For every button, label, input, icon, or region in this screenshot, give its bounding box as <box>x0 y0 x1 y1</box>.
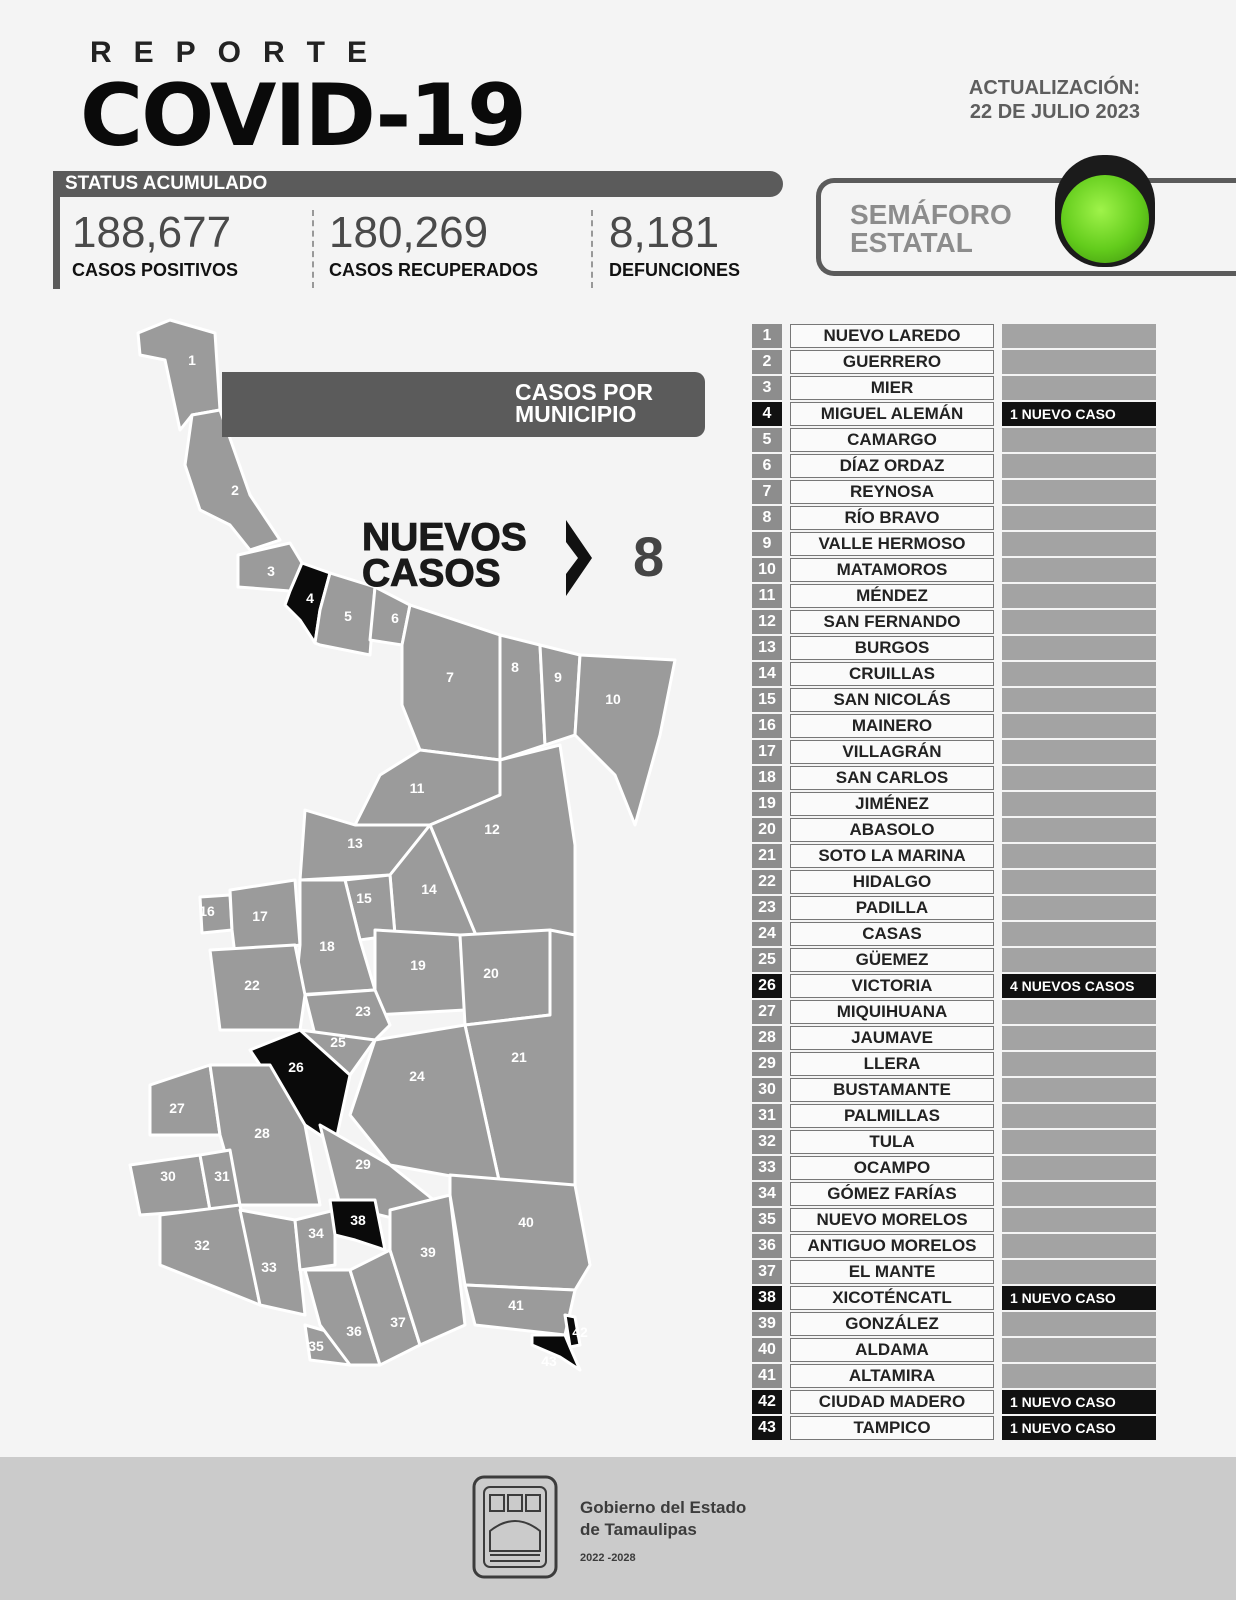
municipality-new-cases: 1 NUEVO CASO <box>1002 402 1156 426</box>
municipality-name: BURGOS <box>790 636 994 660</box>
gov-years: 2022 -2028 <box>580 1552 636 1564</box>
municipality-number: 9 <box>752 532 782 556</box>
municipality-name: CASAS <box>790 922 994 946</box>
stat-deaths <box>609 210 740 281</box>
stat-positives <box>72 210 238 281</box>
municipality-new-cases <box>1002 662 1156 686</box>
semaforo-line1: SEMÁFORO <box>850 199 1012 230</box>
municipality-number: 31 <box>752 1104 782 1128</box>
report-label: REPORTE <box>90 36 390 69</box>
municipality-name: SOTO LA MARINA <box>790 844 994 868</box>
table-row <box>752 376 1157 400</box>
municipality-name: VICTORIA <box>790 974 994 998</box>
municipality-new-cases: 1 NUEVO CASO <box>1002 1416 1156 1440</box>
new-cases-line2: CASOS <box>362 552 501 595</box>
municipality-number: 38 <box>752 1286 782 1310</box>
table-row <box>752 1182 1157 1206</box>
municipality-new-cases <box>1002 610 1156 634</box>
table-row <box>752 766 1157 790</box>
table-row <box>752 1000 1157 1024</box>
map-label-33: 33 <box>261 1259 277 1275</box>
map-label-25: 25 <box>330 1034 346 1050</box>
municipality-name: MIGUEL ALEMÁN <box>790 402 994 426</box>
table-row <box>752 480 1157 504</box>
municipality-new-cases <box>1002 844 1156 868</box>
municipality-new-cases <box>1002 324 1156 348</box>
map-label-41: 41 <box>508 1297 524 1313</box>
table-row <box>752 506 1157 530</box>
map-label-8: 8 <box>511 659 519 675</box>
table-row <box>752 974 1157 998</box>
map-label-30: 30 <box>160 1168 176 1184</box>
map-label-15: 15 <box>356 890 372 906</box>
table-row <box>752 1338 1157 1362</box>
municipality-name: RÍO BRAVO <box>790 506 994 530</box>
table-row <box>752 792 1157 816</box>
update-label: ACTUALIZACIÓN: <box>968 77 1140 99</box>
municipality-new-cases <box>1002 1052 1156 1076</box>
municipality-name: ALTAMIRA <box>790 1364 994 1388</box>
semaforo-line2: ESTATAL <box>850 227 973 258</box>
municipality-number: 30 <box>752 1078 782 1102</box>
map-label-24: 24 <box>409 1068 425 1084</box>
municipality-new-cases <box>1002 1078 1156 1102</box>
table-row <box>752 1364 1157 1388</box>
table-row <box>752 662 1157 686</box>
municipality-number: 19 <box>752 792 782 816</box>
municipality-name: ANTIGUO MORELOS <box>790 1234 994 1258</box>
municipality-name: CRUILLAS <box>790 662 994 686</box>
municipality-new-cases <box>1002 1182 1156 1206</box>
new-cases-label <box>362 516 527 595</box>
municipality-name: NUEVO MORELOS <box>790 1208 994 1232</box>
table-row <box>752 1312 1157 1336</box>
update-date: 22 DE JULIO 2023 <box>969 101 1140 123</box>
map-label-11: 11 <box>409 780 425 796</box>
municipality-number: 34 <box>752 1182 782 1206</box>
municipality-number: 40 <box>752 1338 782 1362</box>
map-label-16: 16 <box>199 903 215 919</box>
map-label-1: 1 <box>188 352 196 368</box>
municipality-new-cases <box>1002 1234 1156 1258</box>
recovered-value: 180,269 <box>329 208 489 257</box>
municipality-new-cases <box>1002 480 1156 504</box>
table-row <box>752 1104 1157 1128</box>
stat-recovered <box>329 210 538 281</box>
municipality-name: MATAMOROS <box>790 558 994 582</box>
table-row <box>752 1234 1157 1258</box>
municipality-new-cases <box>1002 532 1156 556</box>
municipality-new-cases <box>1002 558 1156 582</box>
map-label-34: 34 <box>308 1225 324 1241</box>
municipality-new-cases <box>1002 454 1156 478</box>
municipality-number: 35 <box>752 1208 782 1232</box>
table-row <box>752 1078 1157 1102</box>
municipality-number: 21 <box>752 844 782 868</box>
municipality-number: 2 <box>752 350 782 374</box>
municipality-number: 27 <box>752 1000 782 1024</box>
map-region-30 <box>130 1155 210 1215</box>
municipality-new-cases <box>1002 1260 1156 1284</box>
map-label-9: 9 <box>554 669 562 685</box>
casos-por-municipio-banner <box>222 372 705 437</box>
municipality-new-cases <box>1002 350 1156 374</box>
municipality-number: 26 <box>752 974 782 998</box>
table-row <box>752 688 1157 712</box>
municipality-name: TAMPICO <box>790 1416 994 1440</box>
municipality-new-cases: 1 NUEVO CASO <box>1002 1390 1156 1414</box>
table-row <box>752 402 1157 426</box>
municipality-name: ALDAMA <box>790 1338 994 1362</box>
municipality-number: 17 <box>752 740 782 764</box>
status-title-bar: STATUS ACUMULADO <box>53 171 783 197</box>
municipality-name: SAN NICOLÁS <box>790 688 994 712</box>
table-row <box>752 324 1157 348</box>
municipality-name: CIUDAD MADERO <box>790 1390 994 1414</box>
traffic-light-icon <box>1055 155 1155 267</box>
municipality-name: JAUMAVE <box>790 1026 994 1050</box>
tamaulipas-map <box>120 305 700 1395</box>
table-row <box>752 948 1157 972</box>
recovered-label: CASOS RECUPERADOS <box>329 260 539 280</box>
municipality-number: 7 <box>752 480 782 504</box>
municipality-name: GÜEMEZ <box>790 948 994 972</box>
municipality-name: ABASOLO <box>790 818 994 842</box>
map-label-13: 13 <box>347 835 363 851</box>
municipality-new-cases <box>1002 1338 1156 1362</box>
gov-line1: Gobierno del Estado <box>580 1498 747 1517</box>
stat-separator <box>312 210 314 288</box>
table-row <box>752 870 1157 894</box>
map-label-39: 39 <box>420 1244 436 1260</box>
municipality-number: 24 <box>752 922 782 946</box>
table-row <box>752 428 1157 452</box>
municipality-number: 18 <box>752 766 782 790</box>
municipality-name: CAMARGO <box>790 428 994 452</box>
municipality-new-cases <box>1002 1208 1156 1232</box>
municipality-new-cases: 1 NUEVO CASO <box>1002 1286 1156 1310</box>
map-label-2: 2 <box>231 482 239 498</box>
municipality-name: PADILLA <box>790 896 994 920</box>
municipality-number: 32 <box>752 1130 782 1154</box>
table-row <box>752 350 1157 374</box>
municipality-number: 28 <box>752 1026 782 1050</box>
municipality-number: 20 <box>752 818 782 842</box>
new-cases-total: 8 <box>633 525 665 588</box>
table-row <box>752 818 1157 842</box>
banner-line2: MUNICIPIO <box>514 401 637 427</box>
municipality-number: 3 <box>752 376 782 400</box>
municipality-name: SAN FERNANDO <box>790 610 994 634</box>
municipality-new-cases <box>1002 1156 1156 1180</box>
municipality-new-cases <box>1002 870 1156 894</box>
table-row <box>752 1026 1157 1050</box>
map-label-20: 20 <box>483 965 499 981</box>
map-label-22: 22 <box>244 977 260 993</box>
map-label-18: 18 <box>319 938 335 954</box>
table-row <box>752 714 1157 738</box>
map-region-40 <box>450 1175 590 1290</box>
table-row <box>752 922 1157 946</box>
municipality-number: 41 <box>752 1364 782 1388</box>
municipality-name: OCAMPO <box>790 1156 994 1180</box>
table-row <box>752 1416 1157 1440</box>
municipality-number: 39 <box>752 1312 782 1336</box>
municipality-number: 15 <box>752 688 782 712</box>
map-label-31: 31 <box>214 1168 230 1184</box>
map-label-38: 38 <box>350 1212 366 1228</box>
map-region-27 <box>150 1065 220 1135</box>
municipality-new-cases <box>1002 896 1156 920</box>
map-label-4: 4 <box>306 590 314 606</box>
municipality-number: 42 <box>752 1390 782 1414</box>
table-row <box>752 558 1157 582</box>
municipality-number: 13 <box>752 636 782 660</box>
municipality-number: 33 <box>752 1156 782 1180</box>
municipality-number: 16 <box>752 714 782 738</box>
municipality-name: GÓMEZ FARÍAS <box>790 1182 994 1206</box>
municipality-new-cases <box>1002 740 1156 764</box>
map-label-14: 14 <box>421 881 437 897</box>
new-cases-line1: NUEVOS <box>362 516 527 559</box>
municipality-name: MIER <box>790 376 994 400</box>
table-row <box>752 584 1157 608</box>
map-region-8 <box>500 635 545 760</box>
municipality-number: 43 <box>752 1416 782 1440</box>
map-label-28: 28 <box>254 1125 270 1141</box>
municipality-name: HIDALGO <box>790 870 994 894</box>
deaths-label: DEFUNCIONES <box>609 260 741 280</box>
municipality-name: EL MANTE <box>790 1260 994 1284</box>
municipality-name: JIMÉNEZ <box>790 792 994 816</box>
table-row <box>752 1260 1157 1284</box>
map-label-29: 29 <box>355 1156 371 1172</box>
banner-text <box>515 381 653 425</box>
map-region-10 <box>575 655 675 825</box>
table-row <box>752 532 1157 556</box>
municipality-name: XICOTÉNCATL <box>790 1286 994 1310</box>
municipality-new-cases <box>1002 1026 1156 1050</box>
map-svg <box>120 305 700 1395</box>
municipality-new-cases <box>1002 1130 1156 1154</box>
municipality-number: 25 <box>752 948 782 972</box>
table-row <box>752 1052 1157 1076</box>
municipality-new-cases <box>1002 766 1156 790</box>
municipality-new-cases <box>1002 1312 1156 1336</box>
map-label-10: 10 <box>605 691 621 707</box>
table-row <box>752 1208 1157 1232</box>
map-label-21: 21 <box>511 1049 527 1065</box>
map-label-19: 19 <box>410 957 426 973</box>
positives-label: CASOS POSITIVOS <box>72 260 239 280</box>
municipality-new-cases <box>1002 792 1156 816</box>
municipality-new-cases <box>1002 688 1156 712</box>
banner-line1: CASOS POR <box>514 379 653 405</box>
table-row <box>752 610 1157 634</box>
municipality-number: 10 <box>752 558 782 582</box>
municipality-name: MÉNDEZ <box>790 584 994 608</box>
municipality-new-cases <box>1002 714 1156 738</box>
municipality-new-cases <box>1002 506 1156 530</box>
map-label-17: 17 <box>252 908 268 924</box>
table-row <box>752 1156 1157 1180</box>
map-label-26: 26 <box>288 1059 304 1075</box>
map-label-32: 32 <box>194 1237 210 1253</box>
semaforo-label <box>850 201 1012 257</box>
update-info <box>969 76 1140 124</box>
table-row <box>752 896 1157 920</box>
municipality-number: 6 <box>752 454 782 478</box>
government-logo-text <box>580 1497 746 1569</box>
municipality-new-cases <box>1002 818 1156 842</box>
municipality-new-cases <box>1002 376 1156 400</box>
municipality-number: 4 <box>752 402 782 426</box>
municipality-new-cases: 4 NUEVOS CASOS <box>1002 974 1156 998</box>
map-label-35: 35 <box>308 1338 324 1354</box>
map-label-40: 40 <box>518 1214 534 1230</box>
page-title: COVID-19 <box>80 66 525 166</box>
state-seal-icon <box>470 1471 560 1583</box>
green-light <box>1061 175 1149 263</box>
municipality-number: 12 <box>752 610 782 634</box>
municipality-number: 37 <box>752 1260 782 1284</box>
municipality-new-cases <box>1002 1000 1156 1024</box>
municipality-number: 36 <box>752 1234 782 1258</box>
status-divider <box>53 197 60 289</box>
municipality-name: MIQUIHUANA <box>790 1000 994 1024</box>
municipality-new-cases <box>1002 428 1156 452</box>
municipality-number: 8 <box>752 506 782 530</box>
map-label-36: 36 <box>346 1323 362 1339</box>
gov-line2: de Tamaulipas <box>580 1520 697 1539</box>
municipality-new-cases <box>1002 922 1156 946</box>
municipality-name: DÍAZ ORDAZ <box>790 454 994 478</box>
municipality-name: BUSTAMANTE <box>790 1078 994 1102</box>
municipality-new-cases <box>1002 1364 1156 1388</box>
municipality-name: VILLAGRÁN <box>790 740 994 764</box>
map-label-23: 23 <box>355 1003 371 1019</box>
table-row <box>752 844 1157 868</box>
municipality-number: 11 <box>752 584 782 608</box>
municipality-new-cases <box>1002 1104 1156 1128</box>
map-label-7: 7 <box>446 669 454 685</box>
map-label-12: 12 <box>484 821 500 837</box>
municipality-name: LLERA <box>790 1052 994 1076</box>
map-label-37: 37 <box>390 1314 406 1330</box>
map-label-42: 42 <box>572 1324 588 1340</box>
municipality-name: GONZÁLEZ <box>790 1312 994 1336</box>
table-row <box>752 636 1157 660</box>
municipality-number: 29 <box>752 1052 782 1076</box>
table-row <box>752 1130 1157 1154</box>
table-row <box>752 1286 1157 1310</box>
municipality-new-cases <box>1002 948 1156 972</box>
municipality-new-cases <box>1002 636 1156 660</box>
municipality-name: MAINERO <box>790 714 994 738</box>
map-label-6: 6 <box>391 610 399 626</box>
positives-value: 188,677 <box>72 208 232 257</box>
municipality-name: REYNOSA <box>790 480 994 504</box>
map-label-27: 27 <box>169 1100 185 1116</box>
municipality-new-cases <box>1002 584 1156 608</box>
map-label-5: 5 <box>344 608 352 624</box>
municipality-number: 5 <box>752 428 782 452</box>
map-region-20 <box>460 930 550 1025</box>
table-row <box>752 1390 1157 1414</box>
municipality-name: NUEVO LAREDO <box>790 324 994 348</box>
municipality-name: TULA <box>790 1130 994 1154</box>
municipality-name: PALMILLAS <box>790 1104 994 1128</box>
deaths-value: 8,181 <box>609 208 720 257</box>
map-label-3: 3 <box>267 563 275 579</box>
map-label-43: 43 <box>541 1353 557 1369</box>
municipality-name: GUERRERO <box>790 350 994 374</box>
chevron-right-icon <box>564 518 594 598</box>
municipality-number: 23 <box>752 896 782 920</box>
municipality-name: SAN CARLOS <box>790 766 994 790</box>
table-row <box>752 740 1157 764</box>
table-row <box>752 454 1157 478</box>
municipality-number: 1 <box>752 324 782 348</box>
municipality-number: 14 <box>752 662 782 686</box>
stat-separator <box>591 210 593 288</box>
municipality-name: VALLE HERMOSO <box>790 532 994 556</box>
municipality-number: 22 <box>752 870 782 894</box>
